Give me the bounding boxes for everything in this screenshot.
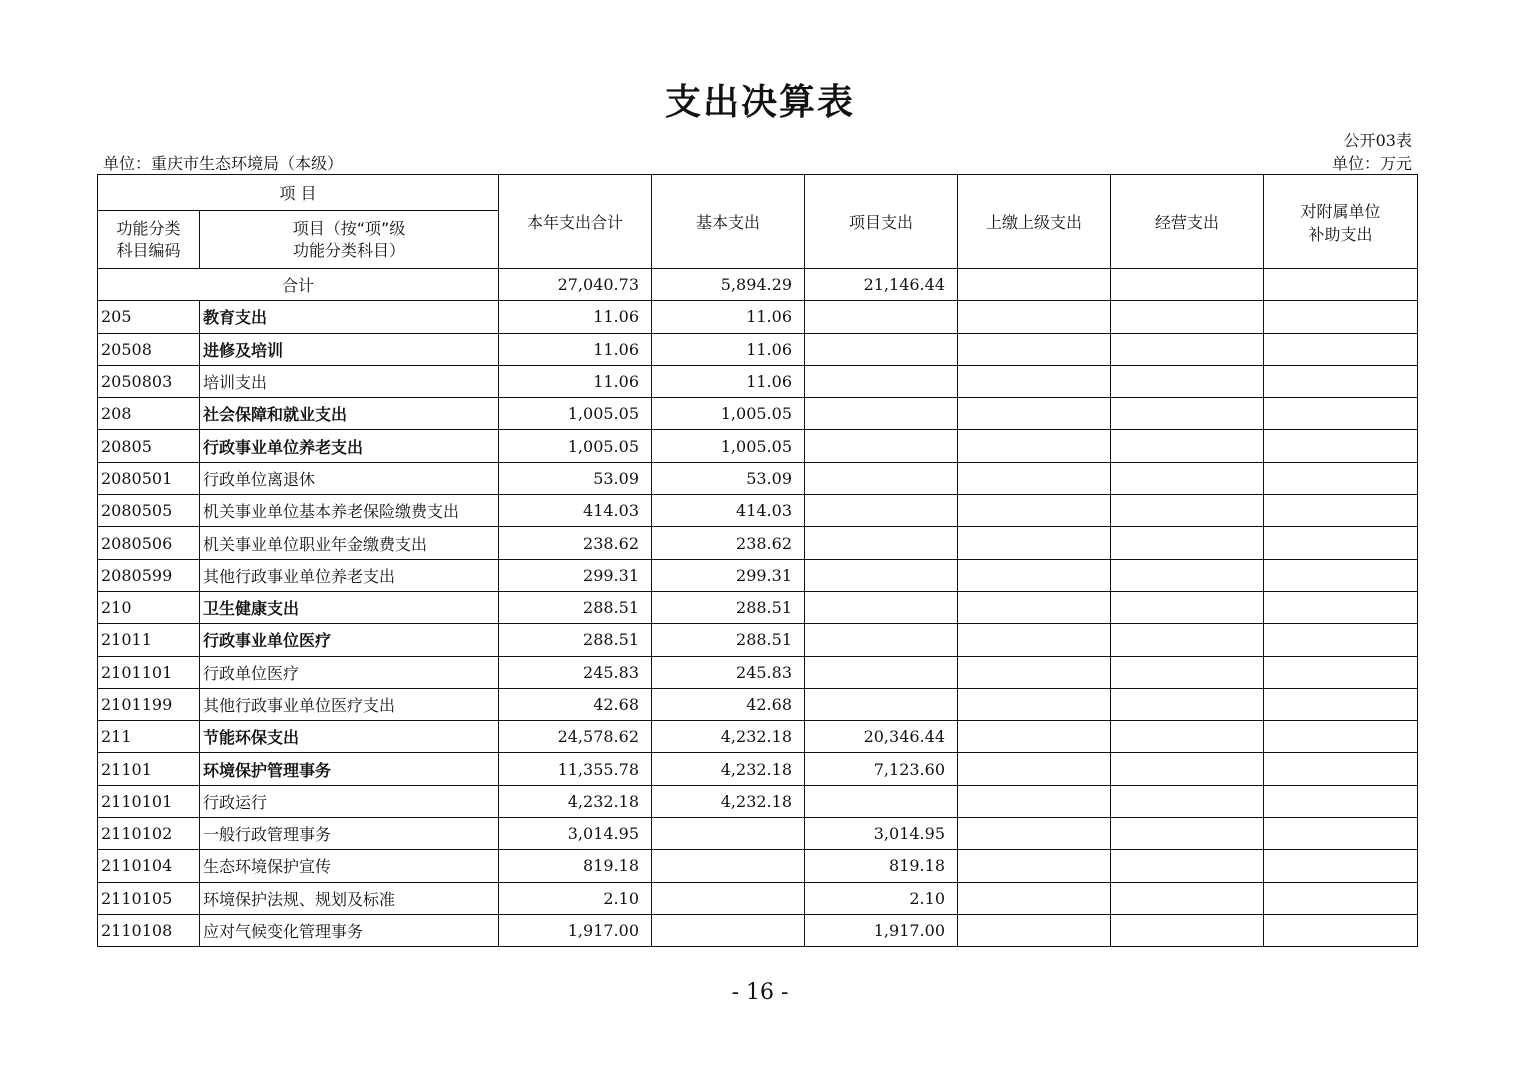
- row-business: [1111, 591, 1264, 623]
- row-upper: [958, 753, 1111, 785]
- row-basic: 11.06: [652, 301, 805, 333]
- row-upper: [958, 785, 1111, 817]
- row-upper: [958, 301, 1111, 333]
- row-code: 2110108: [98, 914, 200, 946]
- table-row: [98, 624, 1418, 656]
- row-business: [1111, 365, 1264, 397]
- row-upper: [958, 430, 1111, 462]
- row-project: 3,014.95: [805, 818, 958, 850]
- table-row: [98, 914, 1418, 946]
- row-total: 24,578.62: [499, 721, 652, 753]
- total-business: [1111, 269, 1264, 301]
- row-project: [805, 462, 958, 494]
- table-row: [98, 398, 1418, 430]
- header-code: [98, 211, 200, 269]
- row-total: 288.51: [499, 624, 652, 656]
- row-project: [805, 365, 958, 397]
- row-name: 机关事业单位基本养老保险缴费支出: [200, 495, 499, 527]
- total-amount: 27,040.73: [499, 269, 652, 301]
- row-name: 行政单位医疗: [200, 656, 499, 688]
- row-basic: [652, 914, 805, 946]
- row-name: 教育支出: [200, 301, 499, 333]
- table-row: [98, 656, 1418, 688]
- table-row: [98, 591, 1418, 623]
- row-code: 2080506: [98, 527, 200, 559]
- row-upper: [958, 882, 1111, 914]
- row-name: 卫生健康支出: [200, 591, 499, 623]
- row-upper: [958, 624, 1111, 656]
- row-name: 机关事业单位职业年金缴费支出: [200, 527, 499, 559]
- row-upper: [958, 721, 1111, 753]
- table-row: [98, 301, 1418, 333]
- row-total: 11,355.78: [499, 753, 652, 785]
- row-business: [1111, 462, 1264, 494]
- expenditure-table: [97, 174, 1418, 947]
- row-total: 11.06: [499, 333, 652, 365]
- row-code: 210: [98, 591, 200, 623]
- row-project: [805, 624, 958, 656]
- row-name: 培训支出: [200, 365, 499, 397]
- total-project: 21,146.44: [805, 269, 958, 301]
- row-code: 21011: [98, 624, 200, 656]
- header-subsidiary-line1: 对附属单位: [1300, 201, 1381, 221]
- row-basic: 4,232.18: [652, 721, 805, 753]
- row-subsidiary: [1264, 818, 1418, 850]
- row-code: 21101: [98, 753, 200, 785]
- row-business: [1111, 785, 1264, 817]
- row-code: 2110102: [98, 818, 200, 850]
- row-name: 应对气候变化管理事务: [200, 914, 499, 946]
- row-code: 2080505: [98, 495, 200, 527]
- row-business: [1111, 495, 1264, 527]
- row-business: [1111, 882, 1264, 914]
- header-project: 项目支出: [805, 175, 958, 269]
- row-upper: [958, 333, 1111, 365]
- row-subsidiary: [1264, 753, 1418, 785]
- row-total: 1,005.05: [499, 398, 652, 430]
- table-row: [98, 818, 1418, 850]
- table-row: [98, 753, 1418, 785]
- row-project: 2.10: [805, 882, 958, 914]
- header-name-line1: 项目（按“项”级: [292, 218, 406, 238]
- row-subsidiary: [1264, 688, 1418, 720]
- row-code: 205: [98, 301, 200, 333]
- row-upper: [958, 398, 1111, 430]
- row-upper: [958, 688, 1111, 720]
- row-code: 2080599: [98, 559, 200, 591]
- row-code: 20508: [98, 333, 200, 365]
- row-code: 2101199: [98, 688, 200, 720]
- row-code: 2110104: [98, 850, 200, 882]
- row-basic: 1,005.05: [652, 430, 805, 462]
- row-code: 2080501: [98, 462, 200, 494]
- row-subsidiary: [1264, 882, 1418, 914]
- row-total: 11.06: [499, 365, 652, 397]
- row-total: 238.62: [499, 527, 652, 559]
- row-total: 819.18: [499, 850, 652, 882]
- row-total: 1,005.05: [499, 430, 652, 462]
- row-basic: 288.51: [652, 624, 805, 656]
- row-subsidiary: [1264, 785, 1418, 817]
- row-project: [805, 527, 958, 559]
- row-project: [805, 301, 958, 333]
- total-row: [98, 269, 1418, 301]
- row-project: [805, 688, 958, 720]
- row-project: [805, 333, 958, 365]
- row-name: 行政单位离退休: [200, 462, 499, 494]
- row-project: [805, 559, 958, 591]
- total-subsidiary: [1264, 269, 1418, 301]
- row-business: [1111, 914, 1264, 946]
- table-row: [98, 559, 1418, 591]
- row-business: [1111, 753, 1264, 785]
- row-project: [805, 656, 958, 688]
- table-row: [98, 527, 1418, 559]
- row-business: [1111, 301, 1264, 333]
- row-upper: [958, 591, 1111, 623]
- row-business: [1111, 398, 1264, 430]
- row-basic: 4,232.18: [652, 753, 805, 785]
- row-total: 11.06: [499, 301, 652, 333]
- row-basic: [652, 818, 805, 850]
- row-name: 生态环境保护宣传: [200, 850, 499, 882]
- header-code-line2: 科目编码: [116, 240, 181, 260]
- row-project: 7,123.60: [805, 753, 958, 785]
- row-upper: [958, 559, 1111, 591]
- row-total: 245.83: [499, 656, 652, 688]
- table-row: [98, 882, 1418, 914]
- row-basic: 245.83: [652, 656, 805, 688]
- row-name: 行政事业单位医疗: [200, 624, 499, 656]
- table-row: [98, 721, 1418, 753]
- total-basic: 5,894.29: [652, 269, 805, 301]
- row-basic: 238.62: [652, 527, 805, 559]
- row-project: 1,917.00: [805, 914, 958, 946]
- row-code: 2101101: [98, 656, 200, 688]
- row-business: [1111, 656, 1264, 688]
- row-code: 2050803: [98, 365, 200, 397]
- table-row: [98, 785, 1418, 817]
- row-total: 53.09: [499, 462, 652, 494]
- row-subsidiary: [1264, 850, 1418, 882]
- header-subsidiary: [1264, 175, 1418, 269]
- row-project: 20,346.44: [805, 721, 958, 753]
- row-business: [1111, 430, 1264, 462]
- table-row: [98, 688, 1418, 720]
- row-basic: [652, 882, 805, 914]
- row-code: 20805: [98, 430, 200, 462]
- row-business: [1111, 721, 1264, 753]
- row-business: [1111, 527, 1264, 559]
- row-total: 414.03: [499, 495, 652, 527]
- header-total: 本年支出合计: [499, 175, 652, 269]
- row-name: 其他行政事业单位养老支出: [200, 559, 499, 591]
- row-basic: 414.03: [652, 495, 805, 527]
- row-business: [1111, 818, 1264, 850]
- reporting-unit: 单位：重庆市生态环境局（本级）: [103, 154, 344, 173]
- row-name: 节能环保支出: [200, 721, 499, 753]
- row-name: 环境保护法规、规划及标准: [200, 882, 499, 914]
- row-upper: [958, 527, 1111, 559]
- table-row: [98, 495, 1418, 527]
- row-project: [805, 591, 958, 623]
- row-business: [1111, 559, 1264, 591]
- table-row: [98, 333, 1418, 365]
- row-basic: [652, 850, 805, 882]
- row-total: 2.10: [499, 882, 652, 914]
- row-basic: 1,005.05: [652, 398, 805, 430]
- row-project: 819.18: [805, 850, 958, 882]
- row-subsidiary: [1264, 559, 1418, 591]
- row-upper: [958, 850, 1111, 882]
- row-subsidiary: [1264, 527, 1418, 559]
- row-basic: 53.09: [652, 462, 805, 494]
- row-subsidiary: [1264, 624, 1418, 656]
- row-basic: 4,232.18: [652, 785, 805, 817]
- header-code-line1: 功能分类: [116, 218, 181, 238]
- page-title: 支出决算表: [664, 82, 855, 123]
- table-row: [98, 850, 1418, 882]
- row-name: 社会保障和就业支出: [200, 398, 499, 430]
- total-upper: [958, 269, 1111, 301]
- row-total: 42.68: [499, 688, 652, 720]
- row-project: [805, 398, 958, 430]
- row-upper: [958, 365, 1111, 397]
- header-item: 项 目: [98, 175, 499, 211]
- row-code: 208: [98, 398, 200, 430]
- header-upper: 上缴上级支出: [958, 175, 1111, 269]
- row-basic: 299.31: [652, 559, 805, 591]
- header-name: [200, 211, 499, 269]
- row-total: 4,232.18: [499, 785, 652, 817]
- table-row: [98, 462, 1418, 494]
- header-name-line2: 功能分类科目）: [292, 240, 405, 260]
- header-basic: 基本支出: [652, 175, 805, 269]
- row-name: 一般行政管理事务: [200, 818, 499, 850]
- row-total: 1,917.00: [499, 914, 652, 946]
- row-code: 2110101: [98, 785, 200, 817]
- row-subsidiary: [1264, 462, 1418, 494]
- row-business: [1111, 688, 1264, 720]
- form-number: 公开03表: [1343, 131, 1412, 150]
- header-subsidiary-line2: 补助支出: [1308, 224, 1373, 244]
- row-upper: [958, 914, 1111, 946]
- row-subsidiary: [1264, 398, 1418, 430]
- row-total: 299.31: [499, 559, 652, 591]
- row-total: 3,014.95: [499, 818, 652, 850]
- row-subsidiary: [1264, 365, 1418, 397]
- row-subsidiary: [1264, 656, 1418, 688]
- row-business: [1111, 624, 1264, 656]
- currency-unit: 单位：万元: [1331, 154, 1412, 173]
- row-subsidiary: [1264, 301, 1418, 333]
- row-name: 行政运行: [200, 785, 499, 817]
- table-row: [98, 430, 1418, 462]
- row-basic: 288.51: [652, 591, 805, 623]
- row-subsidiary: [1264, 591, 1418, 623]
- row-name: 行政事业单位养老支出: [200, 430, 499, 462]
- row-subsidiary: [1264, 430, 1418, 462]
- table-row: [98, 365, 1418, 397]
- row-subsidiary: [1264, 333, 1418, 365]
- row-name: 其他行政事业单位医疗支出: [200, 688, 499, 720]
- row-subsidiary: [1264, 721, 1418, 753]
- row-code: 211: [98, 721, 200, 753]
- row-name: 进修及培训: [200, 333, 499, 365]
- row-subsidiary: [1264, 914, 1418, 946]
- row-upper: [958, 656, 1111, 688]
- page-number: - 16 -: [731, 980, 789, 1005]
- row-code: 2110105: [98, 882, 200, 914]
- row-business: [1111, 850, 1264, 882]
- row-name: 环境保护管理事务: [200, 753, 499, 785]
- row-business: [1111, 333, 1264, 365]
- row-upper: [958, 462, 1111, 494]
- row-basic: 42.68: [652, 688, 805, 720]
- row-project: [805, 430, 958, 462]
- row-project: [805, 785, 958, 817]
- row-basic: 11.06: [652, 333, 805, 365]
- header-business: 经营支出: [1111, 175, 1264, 269]
- total-label: 合计: [98, 269, 499, 301]
- row-upper: [958, 495, 1111, 527]
- row-total: 288.51: [499, 591, 652, 623]
- row-project: [805, 495, 958, 527]
- row-subsidiary: [1264, 495, 1418, 527]
- row-upper: [958, 818, 1111, 850]
- row-basic: 11.06: [652, 365, 805, 397]
